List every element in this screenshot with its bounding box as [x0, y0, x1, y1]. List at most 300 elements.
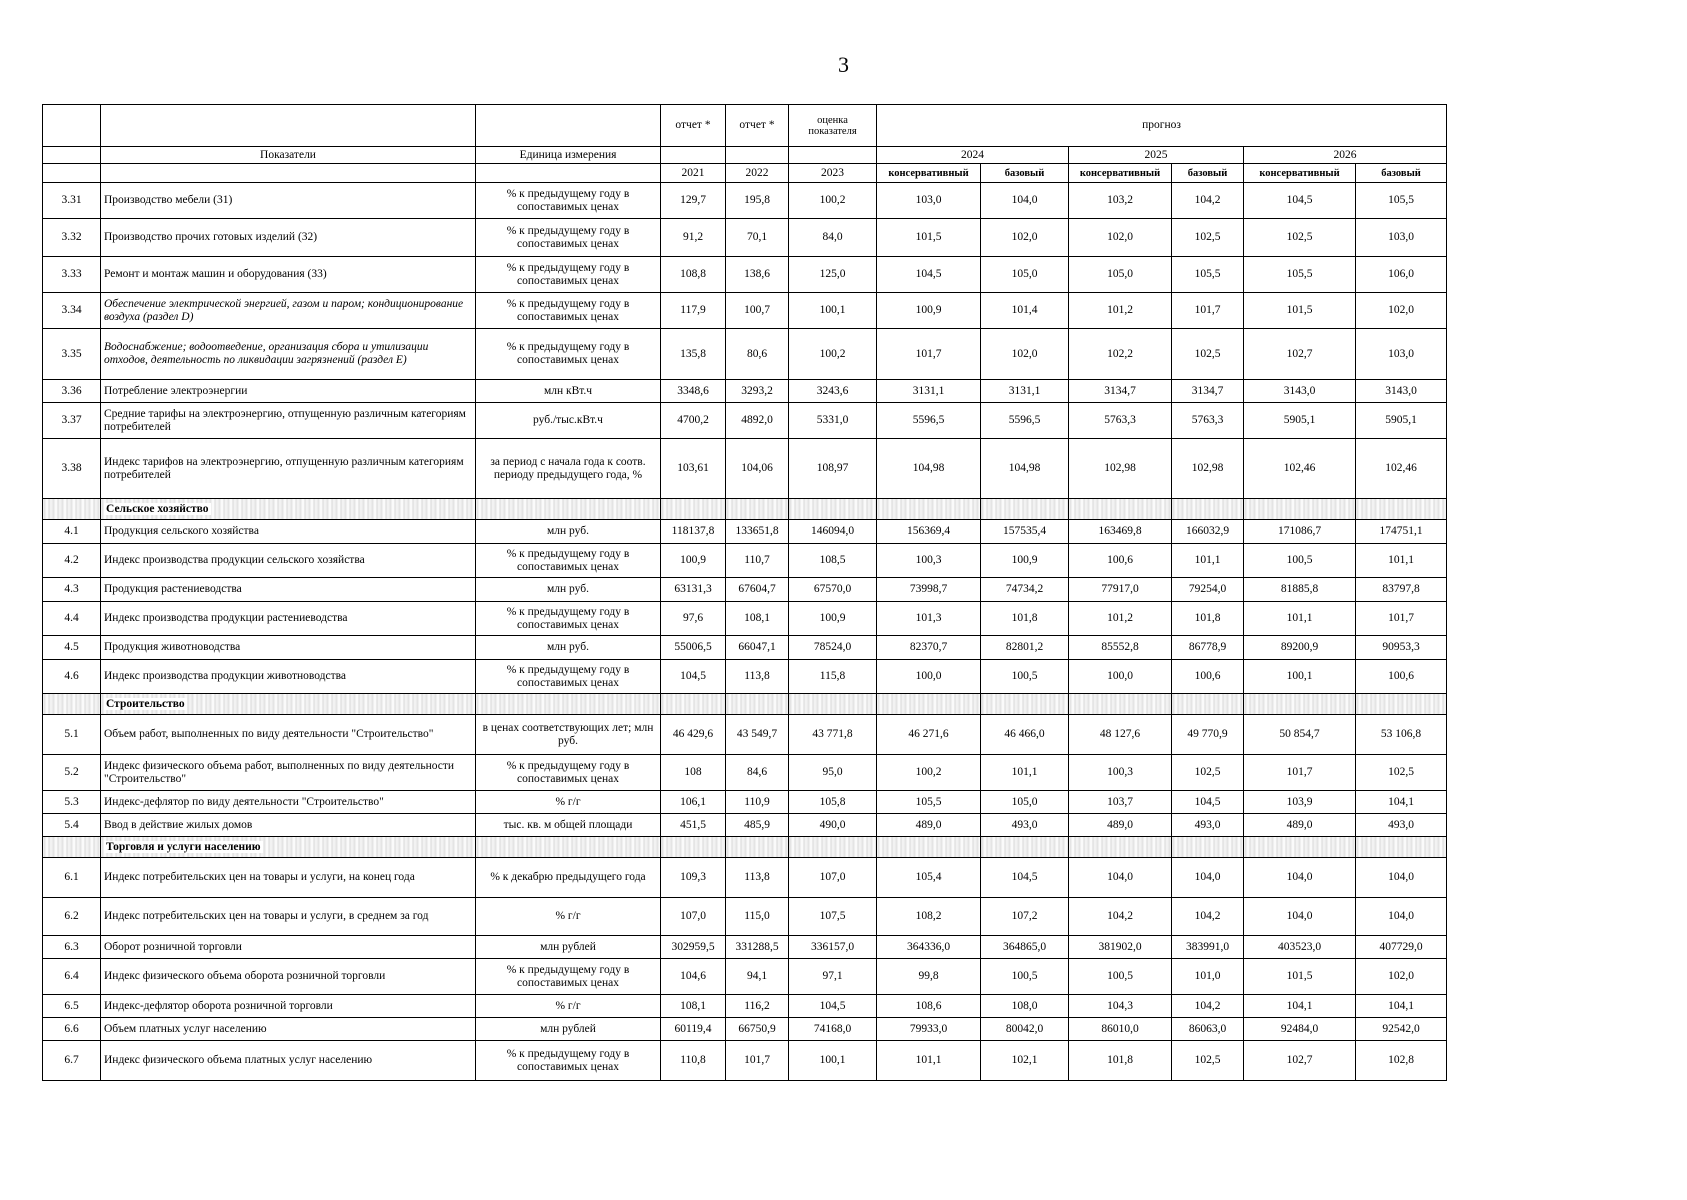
value-cell: 100,3 [1069, 755, 1172, 791]
unit-of-measure: % к предыдущему году в сопоставимых ценах [476, 1041, 661, 1081]
table-row [43, 791, 1447, 814]
value-cell: 3348,6 [661, 380, 726, 403]
value-cell: 117,9 [661, 293, 726, 329]
value-cell: 101,1 [1244, 602, 1356, 636]
unit-of-measure: % к предыдущему году в сопоставимых ценах [476, 219, 661, 257]
value-cell: 85552,8 [1069, 636, 1172, 660]
value-cell: 102,5 [1172, 329, 1244, 380]
unit-of-measure: % к предыдущему году в сопоставимых ценах [476, 257, 661, 293]
value-cell: 108,5 [789, 544, 877, 578]
value-cell: 101,8 [981, 602, 1069, 636]
table-row [43, 257, 1447, 293]
value-cell: 100,7 [726, 293, 789, 329]
value-cell: 5763,3 [1172, 403, 1244, 439]
unit-of-measure: % к предыдущему году в сопоставимых ценах [476, 293, 661, 329]
unit-of-measure: млн рублей [476, 1018, 661, 1041]
value-cell: 102,1 [981, 1041, 1069, 1081]
value-cell: 336157,0 [789, 936, 877, 959]
unit-of-measure: % г/г [476, 898, 661, 936]
table-row [43, 995, 1447, 1018]
value-cell: 146094,0 [789, 520, 877, 544]
section-title-text: Торговля и услуги населению [106, 840, 261, 853]
value-cell: 50 854,7 [1244, 715, 1356, 755]
section-fill-cell [726, 499, 789, 520]
value-cell: 104,0 [981, 183, 1069, 219]
value-cell: 102,7 [1244, 1041, 1356, 1081]
value-cell: 82370,7 [877, 636, 981, 660]
row-number: 6.7 [43, 1041, 101, 1081]
value-cell: 101,1 [877, 1041, 981, 1081]
section-fill-cell [981, 837, 1069, 858]
indicator-name: Ремонт и монтаж машин и оборудования (33) [101, 257, 476, 293]
unit-of-measure: % к предыдущему году в сопоставимых ценах [476, 959, 661, 995]
value-cell: 100,9 [981, 544, 1069, 578]
value-cell: 97,1 [789, 959, 877, 995]
unit-of-measure: % к декабрю предыдущего года [476, 858, 661, 898]
value-cell: 100,2 [789, 183, 877, 219]
value-cell: 102,0 [1069, 219, 1172, 257]
value-cell: 105,0 [1069, 257, 1172, 293]
value-cell: 107,5 [789, 898, 877, 936]
value-cell: 101,7 [877, 329, 981, 380]
value-cell: 102,0 [981, 219, 1069, 257]
value-cell: 107,0 [661, 898, 726, 936]
indicator-name: Производство прочих готовых изделий (32) [101, 219, 476, 257]
row-number: 3.37 [43, 403, 101, 439]
value-cell: 105,8 [789, 791, 877, 814]
unit-of-measure: % к предыдущему году в сопоставимых ценах [476, 183, 661, 219]
indicator-name: Средние тарифы на электроэнергию, отпущенную различным категориям потребителей [101, 403, 476, 439]
value-cell: 100,1 [789, 293, 877, 329]
unit-of-measure: млн руб. [476, 636, 661, 660]
section-fill-cell [476, 499, 661, 520]
value-cell: 86010,0 [1069, 1018, 1172, 1041]
section-fill-cell [1069, 499, 1172, 520]
value-cell: 485,9 [726, 814, 789, 837]
value-cell: 101,1 [1356, 544, 1447, 578]
value-cell: 103,9 [1244, 791, 1356, 814]
value-cell: 100,0 [877, 660, 981, 694]
value-cell: 490,0 [789, 814, 877, 837]
value-cell: 104,0 [1244, 898, 1356, 936]
indicator-name: Водоснабжение; водоотведение, организация сбора и утилизации отходов, деятельность по ликвидации загрязнений (раздел E) [101, 329, 476, 380]
value-cell: 133651,8 [726, 520, 789, 544]
row-number: 4.6 [43, 660, 101, 694]
value-cell: 104,1 [1244, 995, 1356, 1018]
indicator-name: Обеспечение электрической энергией, газом и паром; кондиционирование воздуха (раздел D) [101, 293, 476, 329]
value-cell: 489,0 [877, 814, 981, 837]
value-cell: 3293,2 [726, 380, 789, 403]
header-year-2026: 2026 [1244, 147, 1447, 164]
section-row-construction [43, 694, 1447, 715]
section-title-text: Сельское хозяйство [106, 502, 209, 515]
indicator-name: Индекс производства продукции растениеводства [101, 602, 476, 636]
value-cell: 73998,7 [877, 578, 981, 602]
value-cell: 100,9 [661, 544, 726, 578]
value-cell: 49 770,9 [1172, 715, 1244, 755]
table-row [43, 715, 1447, 755]
value-cell: 100,0 [1069, 660, 1172, 694]
table-row [43, 520, 1447, 544]
value-cell: 104,0 [1356, 898, 1447, 936]
indicator-name: Индекс-дефлятор оборота розничной торговли [101, 995, 476, 1018]
value-cell: 113,8 [726, 858, 789, 898]
value-cell: 99,8 [877, 959, 981, 995]
value-cell: 364865,0 [981, 936, 1069, 959]
value-cell: 116,2 [726, 995, 789, 1018]
value-cell: 104,3 [1069, 995, 1172, 1018]
section-fill-cell [877, 694, 981, 715]
section-title-agriculture [101, 499, 476, 520]
row-number: 3.31 [43, 183, 101, 219]
value-cell: 46 429,6 [661, 715, 726, 755]
section-fill-cell [877, 499, 981, 520]
value-cell: 3134,7 [1069, 380, 1172, 403]
value-cell: 90953,3 [1356, 636, 1447, 660]
value-cell: 102,2 [1069, 329, 1172, 380]
value-cell: 102,5 [1172, 1041, 1244, 1081]
header-year-2023: 2023 [789, 164, 877, 183]
value-cell: 101,2 [1069, 602, 1172, 636]
value-cell: 108,1 [661, 995, 726, 1018]
table-row [43, 898, 1447, 936]
page-number: 3 [838, 52, 849, 77]
section-fill-cell [789, 837, 877, 858]
value-cell: 104,0 [1172, 858, 1244, 898]
value-cell: 109,3 [661, 858, 726, 898]
indicator-name: Индекс физического объема работ, выполненных по виду деятельности "Строительство" [101, 755, 476, 791]
indicator-name: Индекс-дефлятор по виду деятельности "Строительство" [101, 791, 476, 814]
value-cell: 302959,5 [661, 936, 726, 959]
value-cell: 84,6 [726, 755, 789, 791]
value-cell: 100,1 [1244, 660, 1356, 694]
header-cell-empty [661, 147, 726, 164]
value-cell: 78524,0 [789, 636, 877, 660]
unit-of-measure: % г/г [476, 995, 661, 1018]
row-number: 3.33 [43, 257, 101, 293]
value-cell: 3131,1 [877, 380, 981, 403]
value-cell: 108 [661, 755, 726, 791]
value-cell: 101,3 [877, 602, 981, 636]
indicator-name: Индекс физического объема платных услуг населению [101, 1041, 476, 1081]
value-cell: 104,1 [1356, 995, 1447, 1018]
table-row [43, 380, 1447, 403]
header-cell-empty [101, 105, 476, 147]
table-row [43, 858, 1447, 898]
header-report-2021: отчет * [661, 105, 726, 147]
value-cell: 81885,8 [1244, 578, 1356, 602]
value-cell: 100,6 [1356, 660, 1447, 694]
header-cell-empty [43, 105, 101, 147]
section-row-trade [43, 837, 1447, 858]
value-cell: 129,7 [661, 183, 726, 219]
section-fill-cell [789, 499, 877, 520]
value-cell: 104,6 [661, 959, 726, 995]
value-cell: 3134,7 [1172, 380, 1244, 403]
indicator-name: Индекс потребительских цен на товары и услуги, в среднем за год [101, 898, 476, 936]
row-number: 6.2 [43, 898, 101, 936]
section-title-construction [101, 694, 476, 715]
value-cell: 5905,1 [1356, 403, 1447, 439]
section-fill-cell [789, 694, 877, 715]
row-number: 5.2 [43, 755, 101, 791]
value-cell: 53 106,8 [1356, 715, 1447, 755]
value-cell: 92484,0 [1244, 1018, 1356, 1041]
row-number: 3.35 [43, 329, 101, 380]
value-cell: 84,0 [789, 219, 877, 257]
value-cell: 66047,1 [726, 636, 789, 660]
unit-of-measure: % к предыдущему году в сопоставимых ценах [476, 660, 661, 694]
value-cell: 157535,4 [981, 520, 1069, 544]
header-estimate: оценка показателя [789, 105, 877, 147]
header-year-2025: 2025 [1069, 147, 1244, 164]
value-cell: 101,5 [1244, 293, 1356, 329]
table-row [43, 959, 1447, 995]
section-title-trade [101, 837, 476, 858]
value-cell: 4892,0 [726, 403, 789, 439]
header-year-2022: 2022 [726, 164, 789, 183]
value-cell: 100,9 [877, 293, 981, 329]
section-fill-cell [661, 694, 726, 715]
row-number: 4.4 [43, 602, 101, 636]
value-cell: 103,0 [1356, 219, 1447, 257]
indicator-name: Продукция растениеводства [101, 578, 476, 602]
row-number: 6.5 [43, 995, 101, 1018]
value-cell: 86778,9 [1172, 636, 1244, 660]
unit-of-measure: % к предыдущему году в сопоставимых ценах [476, 544, 661, 578]
value-cell: 102,5 [1172, 755, 1244, 791]
value-cell: 91,2 [661, 219, 726, 257]
row-number: 4.1 [43, 520, 101, 544]
header-cell-empty [101, 164, 476, 183]
section-fill-cell [661, 499, 726, 520]
table-row [43, 403, 1447, 439]
header-report-2022: отчет * [726, 105, 789, 147]
value-cell: 115,8 [789, 660, 877, 694]
value-cell: 102,8 [1356, 1041, 1447, 1081]
indicator-name: Объем платных услуг населению [101, 1018, 476, 1041]
value-cell: 101,7 [1356, 602, 1447, 636]
table-row [43, 578, 1447, 602]
value-cell: 138,6 [726, 257, 789, 293]
value-cell: 101,8 [1069, 1041, 1172, 1081]
value-cell: 5331,0 [789, 403, 877, 439]
table-row [43, 329, 1447, 380]
section-fill-cell [1244, 837, 1356, 858]
value-cell: 163469,8 [1069, 520, 1172, 544]
value-cell: 100,6 [1069, 544, 1172, 578]
value-cell: 108,2 [877, 898, 981, 936]
header-cell-empty [726, 147, 789, 164]
section-fill-cell [1356, 499, 1447, 520]
value-cell: 101,7 [1172, 293, 1244, 329]
value-cell: 48 127,6 [1069, 715, 1172, 755]
forecast-table [42, 104, 1447, 1081]
value-cell: 100,9 [789, 602, 877, 636]
indicator-name: Производство мебели (31) [101, 183, 476, 219]
value-cell: 125,0 [789, 257, 877, 293]
row-number: 3.38 [43, 439, 101, 499]
value-cell: 174751,1 [1356, 520, 1447, 544]
value-cell: 105,5 [877, 791, 981, 814]
row-number: 5.3 [43, 791, 101, 814]
value-cell: 493,0 [1172, 814, 1244, 837]
unit-of-measure: млн руб. [476, 520, 661, 544]
table-row [43, 814, 1447, 837]
table-row [43, 1041, 1447, 1081]
header-cell-empty [789, 147, 877, 164]
table-row [43, 755, 1447, 791]
table-row [43, 936, 1447, 959]
value-cell: 74168,0 [789, 1018, 877, 1041]
value-cell: 100,3 [877, 544, 981, 578]
value-cell: 66750,9 [726, 1018, 789, 1041]
value-cell: 118137,8 [661, 520, 726, 544]
value-cell: 166032,9 [1172, 520, 1244, 544]
table-row [43, 544, 1447, 578]
unit-of-measure: млн руб. [476, 578, 661, 602]
value-cell: 3143,0 [1356, 380, 1447, 403]
section-fill-cell [981, 694, 1069, 715]
section-fill-cell [1356, 694, 1447, 715]
section-fill-cell [877, 837, 981, 858]
value-cell: 80,6 [726, 329, 789, 380]
value-cell: 97,6 [661, 602, 726, 636]
value-cell: 100,5 [1069, 959, 1172, 995]
value-cell: 77917,0 [1069, 578, 1172, 602]
indicator-name: Продукция животноводства [101, 636, 476, 660]
header-row-2 [43, 147, 1447, 164]
value-cell: 104,5 [1244, 183, 1356, 219]
row-number: 3.36 [43, 380, 101, 403]
value-cell: 101,0 [1172, 959, 1244, 995]
value-cell: 107,2 [981, 898, 1069, 936]
value-cell: 100,6 [1172, 660, 1244, 694]
value-cell: 67570,0 [789, 578, 877, 602]
section-fill-cell [661, 837, 726, 858]
header-year-2024: 2024 [877, 147, 1069, 164]
value-cell: 108,1 [726, 602, 789, 636]
indicator-name: Потребление электроэнергии [101, 380, 476, 403]
value-cell: 63131,3 [661, 578, 726, 602]
value-cell: 451,5 [661, 814, 726, 837]
value-cell: 4700,2 [661, 403, 726, 439]
value-cell: 110,7 [726, 544, 789, 578]
value-cell: 104,2 [1172, 995, 1244, 1018]
table-row [43, 183, 1447, 219]
header-scenario-conservative: консервативный [1069, 164, 1172, 183]
table-row [43, 1018, 1447, 1041]
value-cell: 46 466,0 [981, 715, 1069, 755]
table-row [43, 293, 1447, 329]
section-fill-cell [726, 837, 789, 858]
value-cell: 156369,4 [877, 520, 981, 544]
row-number: 4.3 [43, 578, 101, 602]
row-number: 6.1 [43, 858, 101, 898]
value-cell: 195,8 [726, 183, 789, 219]
value-cell: 103,7 [1069, 791, 1172, 814]
value-cell: 89200,9 [1244, 636, 1356, 660]
value-cell: 5905,1 [1244, 403, 1356, 439]
value-cell: 5596,5 [877, 403, 981, 439]
indicator-name: Объем работ, выполненных по виду деятельности "Строительство" [101, 715, 476, 755]
value-cell: 101,5 [1244, 959, 1356, 995]
value-cell: 104,5 [877, 257, 981, 293]
header-scenario-base: базовый [1172, 164, 1244, 183]
value-cell: 407729,0 [1356, 936, 1447, 959]
unit-of-measure: % к предыдущему году в сопоставимых ценах [476, 755, 661, 791]
row-number: 5.1 [43, 715, 101, 755]
value-cell: 381902,0 [1069, 936, 1172, 959]
unit-of-measure: % к предыдущему году в сопоставимых ценах [476, 329, 661, 380]
value-cell: 104,1 [1356, 791, 1447, 814]
value-cell: 92542,0 [1356, 1018, 1447, 1041]
indicator-name: Продукция сельского хозяйства [101, 520, 476, 544]
row-number: 3.32 [43, 219, 101, 257]
value-cell: 135,8 [661, 329, 726, 380]
unit-of-measure: руб./тыс.кВт.ч [476, 403, 661, 439]
value-cell: 104,5 [1172, 791, 1244, 814]
value-cell: 110,8 [661, 1041, 726, 1081]
table-row [43, 602, 1447, 636]
section-fill-cell [1069, 694, 1172, 715]
value-cell: 107,0 [789, 858, 877, 898]
header-cell-empty [476, 105, 661, 147]
unit-of-measure: млн рублей [476, 936, 661, 959]
unit-of-measure: за период с начала года к соотв. периоду предыдущего года, % [476, 439, 661, 499]
value-cell: 364336,0 [877, 936, 981, 959]
indicator-name: Индекс производства продукции сельского хозяйства [101, 544, 476, 578]
value-cell: 82801,2 [981, 636, 1069, 660]
unit-of-measure: % к предыдущему году в сопоставимых ценах [476, 602, 661, 636]
section-fill-cell [1172, 499, 1244, 520]
value-cell: 105,4 [877, 858, 981, 898]
section-fill-cell [1069, 837, 1172, 858]
value-cell: 104,2 [1172, 898, 1244, 936]
header-cell-empty [43, 164, 101, 183]
value-cell: 46 271,6 [877, 715, 981, 755]
value-cell: 105,5 [1356, 183, 1447, 219]
value-cell: 100,2 [789, 329, 877, 380]
value-cell: 104,06 [726, 439, 789, 499]
value-cell: 493,0 [1356, 814, 1447, 837]
value-cell: 104,5 [789, 995, 877, 1018]
row-number: 6.6 [43, 1018, 101, 1041]
section-fill-cell [981, 499, 1069, 520]
value-cell: 105,0 [981, 257, 1069, 293]
value-cell: 104,0 [1069, 858, 1172, 898]
value-cell: 5596,5 [981, 403, 1069, 439]
value-cell: 331288,5 [726, 936, 789, 959]
header-forecast: прогноз [877, 105, 1447, 147]
value-cell: 105,0 [981, 791, 1069, 814]
value-cell: 101,4 [981, 293, 1069, 329]
value-cell: 100,5 [1244, 544, 1356, 578]
value-cell: 100,1 [789, 1041, 877, 1081]
section-fill-cell [476, 837, 661, 858]
value-cell: 80042,0 [981, 1018, 1069, 1041]
value-cell: 95,0 [789, 755, 877, 791]
value-cell: 5763,3 [1069, 403, 1172, 439]
row-number: 3.34 [43, 293, 101, 329]
row-number: 6.3 [43, 936, 101, 959]
section-fill-cell [1356, 837, 1447, 858]
section-fill-cell [476, 694, 661, 715]
indicator-name: Индекс тарифов на электроэнергию, отпущенную различным категориям потребителей [101, 439, 476, 499]
section-fill-cell [726, 694, 789, 715]
value-cell: 104,98 [981, 439, 1069, 499]
value-cell: 104,98 [877, 439, 981, 499]
